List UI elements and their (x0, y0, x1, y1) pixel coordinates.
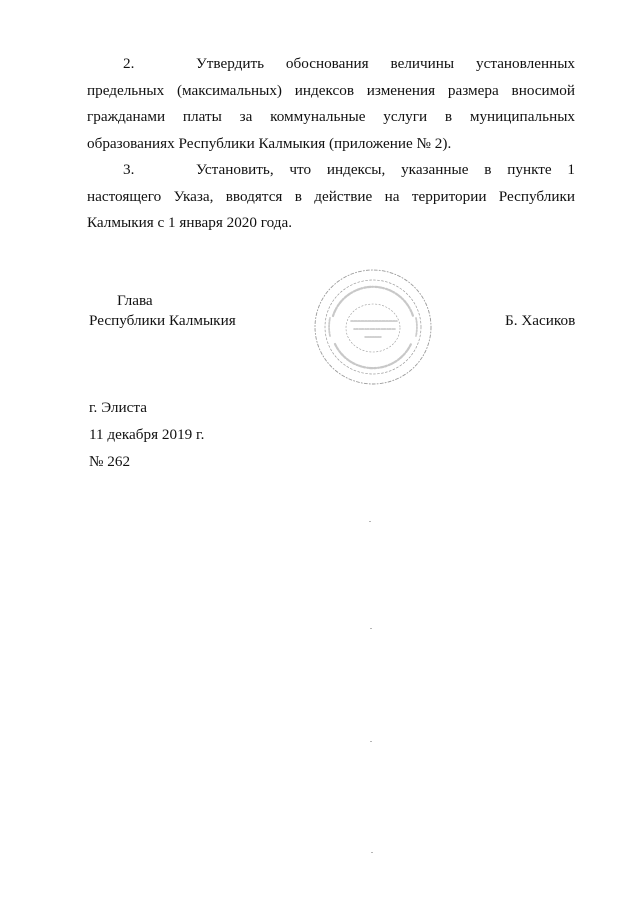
stamp-text-arc-left (329, 318, 330, 336)
stamp-text-arc-bottom (335, 344, 411, 368)
scan-speck (370, 628, 372, 629)
paragraph-item-3 (87, 157, 575, 237)
item-2-number: 2. (123, 55, 135, 72)
item-3-text: Установить, что индексы, указанные в пункте 1 настоящего Указа, вводятся в действие на территории Республики Калмыкия с 1 января 2020 года. (87, 161, 575, 231)
signature-name: Б. Хасиков (505, 312, 576, 329)
stamp-text-arc-top (333, 287, 413, 316)
document-number: № 262 (89, 453, 131, 470)
official-seal-stamp (311, 266, 436, 388)
signature-post-line-2: Республики Калмыкия (89, 312, 236, 329)
scan-speck (371, 852, 373, 853)
document-date: 11 декабря 2019 г. (89, 426, 205, 443)
document-city: г. Элиста (89, 399, 147, 416)
item-2-text: Утвердить обоснования величины установленных предельных (максимальных) индексов изменения размера вносимой гражданами платы за коммунальные услуги в муниципальных образованиях Республики Калмыкия (приложение № 2). (87, 55, 575, 152)
scan-speck (369, 521, 371, 522)
item-3-number: 3. (123, 161, 135, 178)
paragraph-item-2 (87, 51, 575, 157)
stamp-inner-ring (325, 280, 421, 374)
stamp-text-arc-right (416, 318, 417, 336)
signature-post-line-1: Глава (117, 292, 153, 309)
stamp-core-ring (346, 304, 400, 352)
scan-speck (370, 741, 372, 742)
